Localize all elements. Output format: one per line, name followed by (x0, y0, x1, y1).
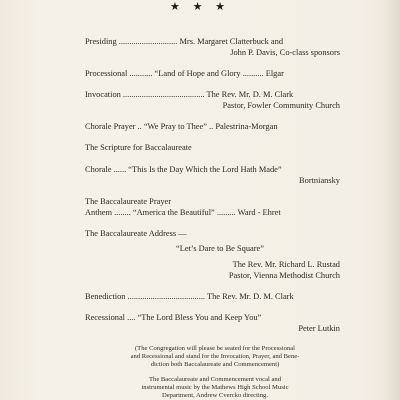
scripture-line: The Scripture for Baccalaureate (85, 143, 192, 152)
recessional-composer: Peter Lutkin (298, 324, 340, 333)
address-title: “Let’s Dare to Be Square” (176, 244, 264, 253)
congregation-note-1: (The Congregation will please be seated for the Processional (134, 345, 296, 352)
anthem-line: Anthem ........ “America the Beautiful” ......... Ward - Ehret (85, 208, 281, 217)
music-note-3: Department, Andrew Cvercko directing. (161, 392, 268, 399)
address-church: Pastor, Vienna Methodist Church (228, 271, 340, 280)
invocation-pastor: Pastor, Fowler Community Church (222, 101, 340, 110)
chorale-composer: Bortniansky (299, 176, 340, 185)
presiding-sponsors: John P. Davis, Co-class sponsors (230, 48, 340, 57)
invocation-line: Invocation ....................................... The Rev. Mr. D. M. Clark (85, 90, 294, 99)
stars-ornament: ★ ★ ★ (169, 1, 231, 13)
prayer-line: The Baccalaureate Prayer (85, 197, 172, 206)
chorale-prayer-line: Chorale Prayer .. “We Pray to Thee” .. Palestrina-Morgan (85, 122, 278, 131)
congregation-note-3: diction both Baccalaureate and Commencement) (150, 361, 280, 368)
benediction-line: Benediction ..................................... The Rev. Mr. D. M. Clark (85, 292, 294, 301)
address-heading: The Baccalaureate Address — (85, 229, 187, 238)
address-speaker: The Rev. Mr. Richard L. Rustad (232, 260, 340, 269)
music-note-1: The Baccalaureate and Commencement vocal and (149, 376, 281, 383)
chorale-line: Chorale ...... “This Is the Day Which the Lord Hath Made” (85, 165, 282, 174)
congregation-note-2: and Recessional and stand for the Invocation, Prayer, and Bene- (130, 353, 300, 360)
presiding-line: Presiding ............................ Mrs. Margaret Clatterbuck and (85, 37, 284, 46)
processional-line: Processional ........... “Land of Hope and Glory .......... Elgar (85, 69, 284, 78)
music-note-2: instrumental music by the Mathews High School Music (141, 384, 289, 391)
recessional-line: Recessional .... “The Lord Bless You and Keep You” (85, 313, 262, 322)
page-fold-shadow (384, 0, 400, 400)
